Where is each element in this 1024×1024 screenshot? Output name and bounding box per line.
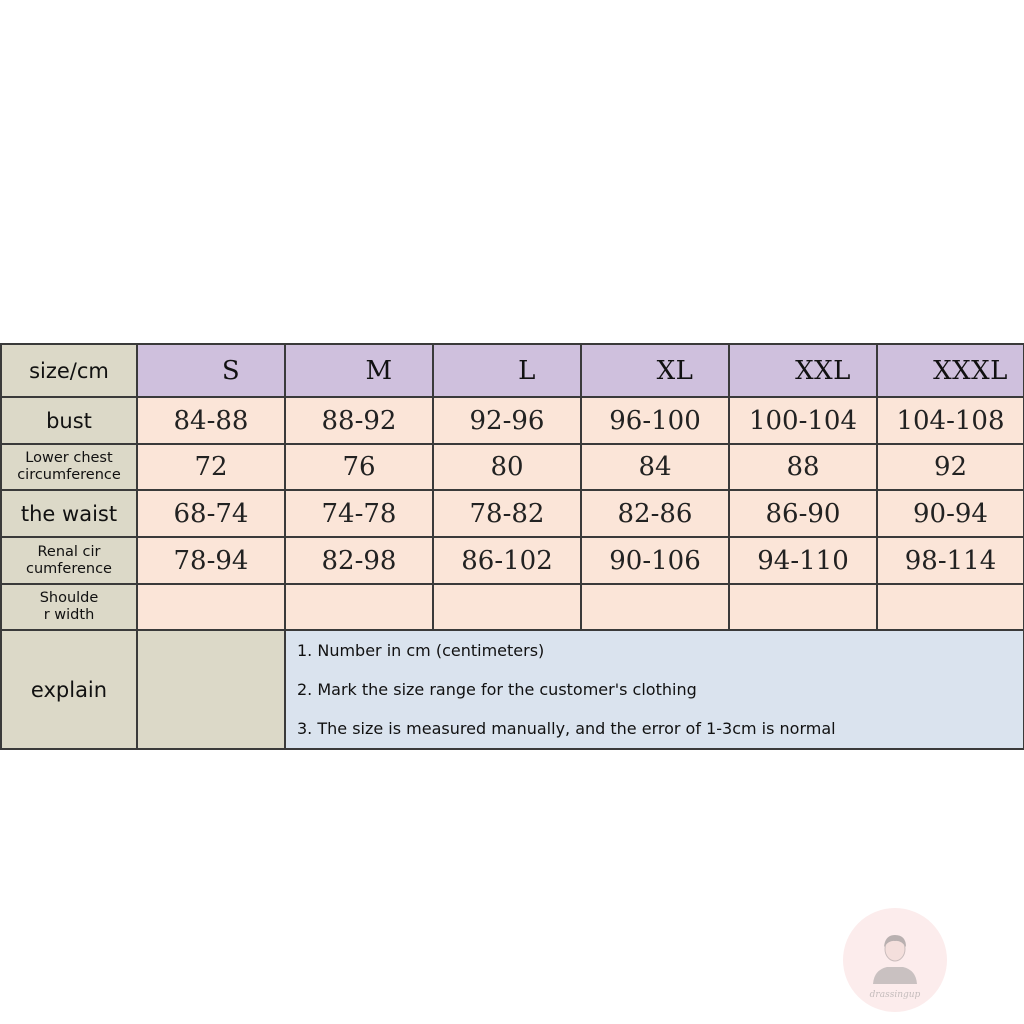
value-cell: 84 <box>581 444 729 490</box>
size-header: XXXL <box>877 344 1024 397</box>
value-cell: 86-102 <box>433 537 581 584</box>
value-cell <box>581 584 729 630</box>
value-cell: 74-78 <box>285 490 433 537</box>
value-cell: 82-98 <box>285 537 433 584</box>
value-cell: 92-96 <box>433 397 581 444</box>
value-cell <box>877 584 1024 630</box>
value-cell: 96-100 <box>581 397 729 444</box>
value-cell: 104-108 <box>877 397 1024 444</box>
row-label: Shoulde r width <box>1 584 137 630</box>
watermark-text: drassingup <box>869 990 921 1000</box>
value-cell: 90-94 <box>877 490 1024 537</box>
value-cell: 92 <box>877 444 1024 490</box>
row-label: Lower chest circumference <box>1 444 137 490</box>
value-cell: 82-86 <box>581 490 729 537</box>
renal-circumference-row <box>1 537 1024 584</box>
size-header: M <box>285 344 433 397</box>
value-cell <box>285 584 433 630</box>
size-header: L <box>433 344 581 397</box>
value-cell <box>433 584 581 630</box>
explain-label: explain <box>1 630 137 749</box>
value-cell: 98-114 <box>877 537 1024 584</box>
bust-row <box>1 397 1024 444</box>
shop-watermark-logo <box>843 908 947 1012</box>
value-cell: 94-110 <box>729 537 877 584</box>
explain-note: 2. Mark the size range for the customer's clothing <box>297 680 697 699</box>
explain-note: 1. Number in cm (centimeters) <box>297 641 545 660</box>
value-cell: 78-82 <box>433 490 581 537</box>
size-unit-header: size/cm <box>1 344 137 397</box>
size-header-row <box>1 344 1024 397</box>
value-cell: 88 <box>729 444 877 490</box>
size-header: XL <box>581 344 729 397</box>
value-cell: 90-106 <box>581 537 729 584</box>
waist-row <box>1 490 1024 537</box>
shoulder-width-row <box>1 584 1024 630</box>
value-cell: 68-74 <box>137 490 285 537</box>
value-cell: 72 <box>137 444 285 490</box>
row-label: the waist <box>1 490 137 537</box>
size-header: S <box>137 344 285 397</box>
value-cell <box>137 584 285 630</box>
value-cell: 84-88 <box>137 397 285 444</box>
explain-notes <box>285 630 1024 749</box>
value-cell <box>729 584 877 630</box>
value-cell: 76 <box>285 444 433 490</box>
size-header: XXL <box>729 344 877 397</box>
explain-note: 3. The size is measured manually, and the error of 1-3cm is normal <box>297 719 836 738</box>
lower-chest-row <box>1 444 1024 490</box>
explain-spacer-cell <box>137 630 285 749</box>
explain-row <box>1 630 1024 749</box>
row-label: bust <box>1 397 137 444</box>
value-cell: 100-104 <box>729 397 877 444</box>
value-cell: 88-92 <box>285 397 433 444</box>
row-label: Renal cir cumference <box>1 537 137 584</box>
value-cell: 78-94 <box>137 537 285 584</box>
size-chart-table <box>0 343 1024 750</box>
value-cell: 80 <box>433 444 581 490</box>
value-cell: 86-90 <box>729 490 877 537</box>
